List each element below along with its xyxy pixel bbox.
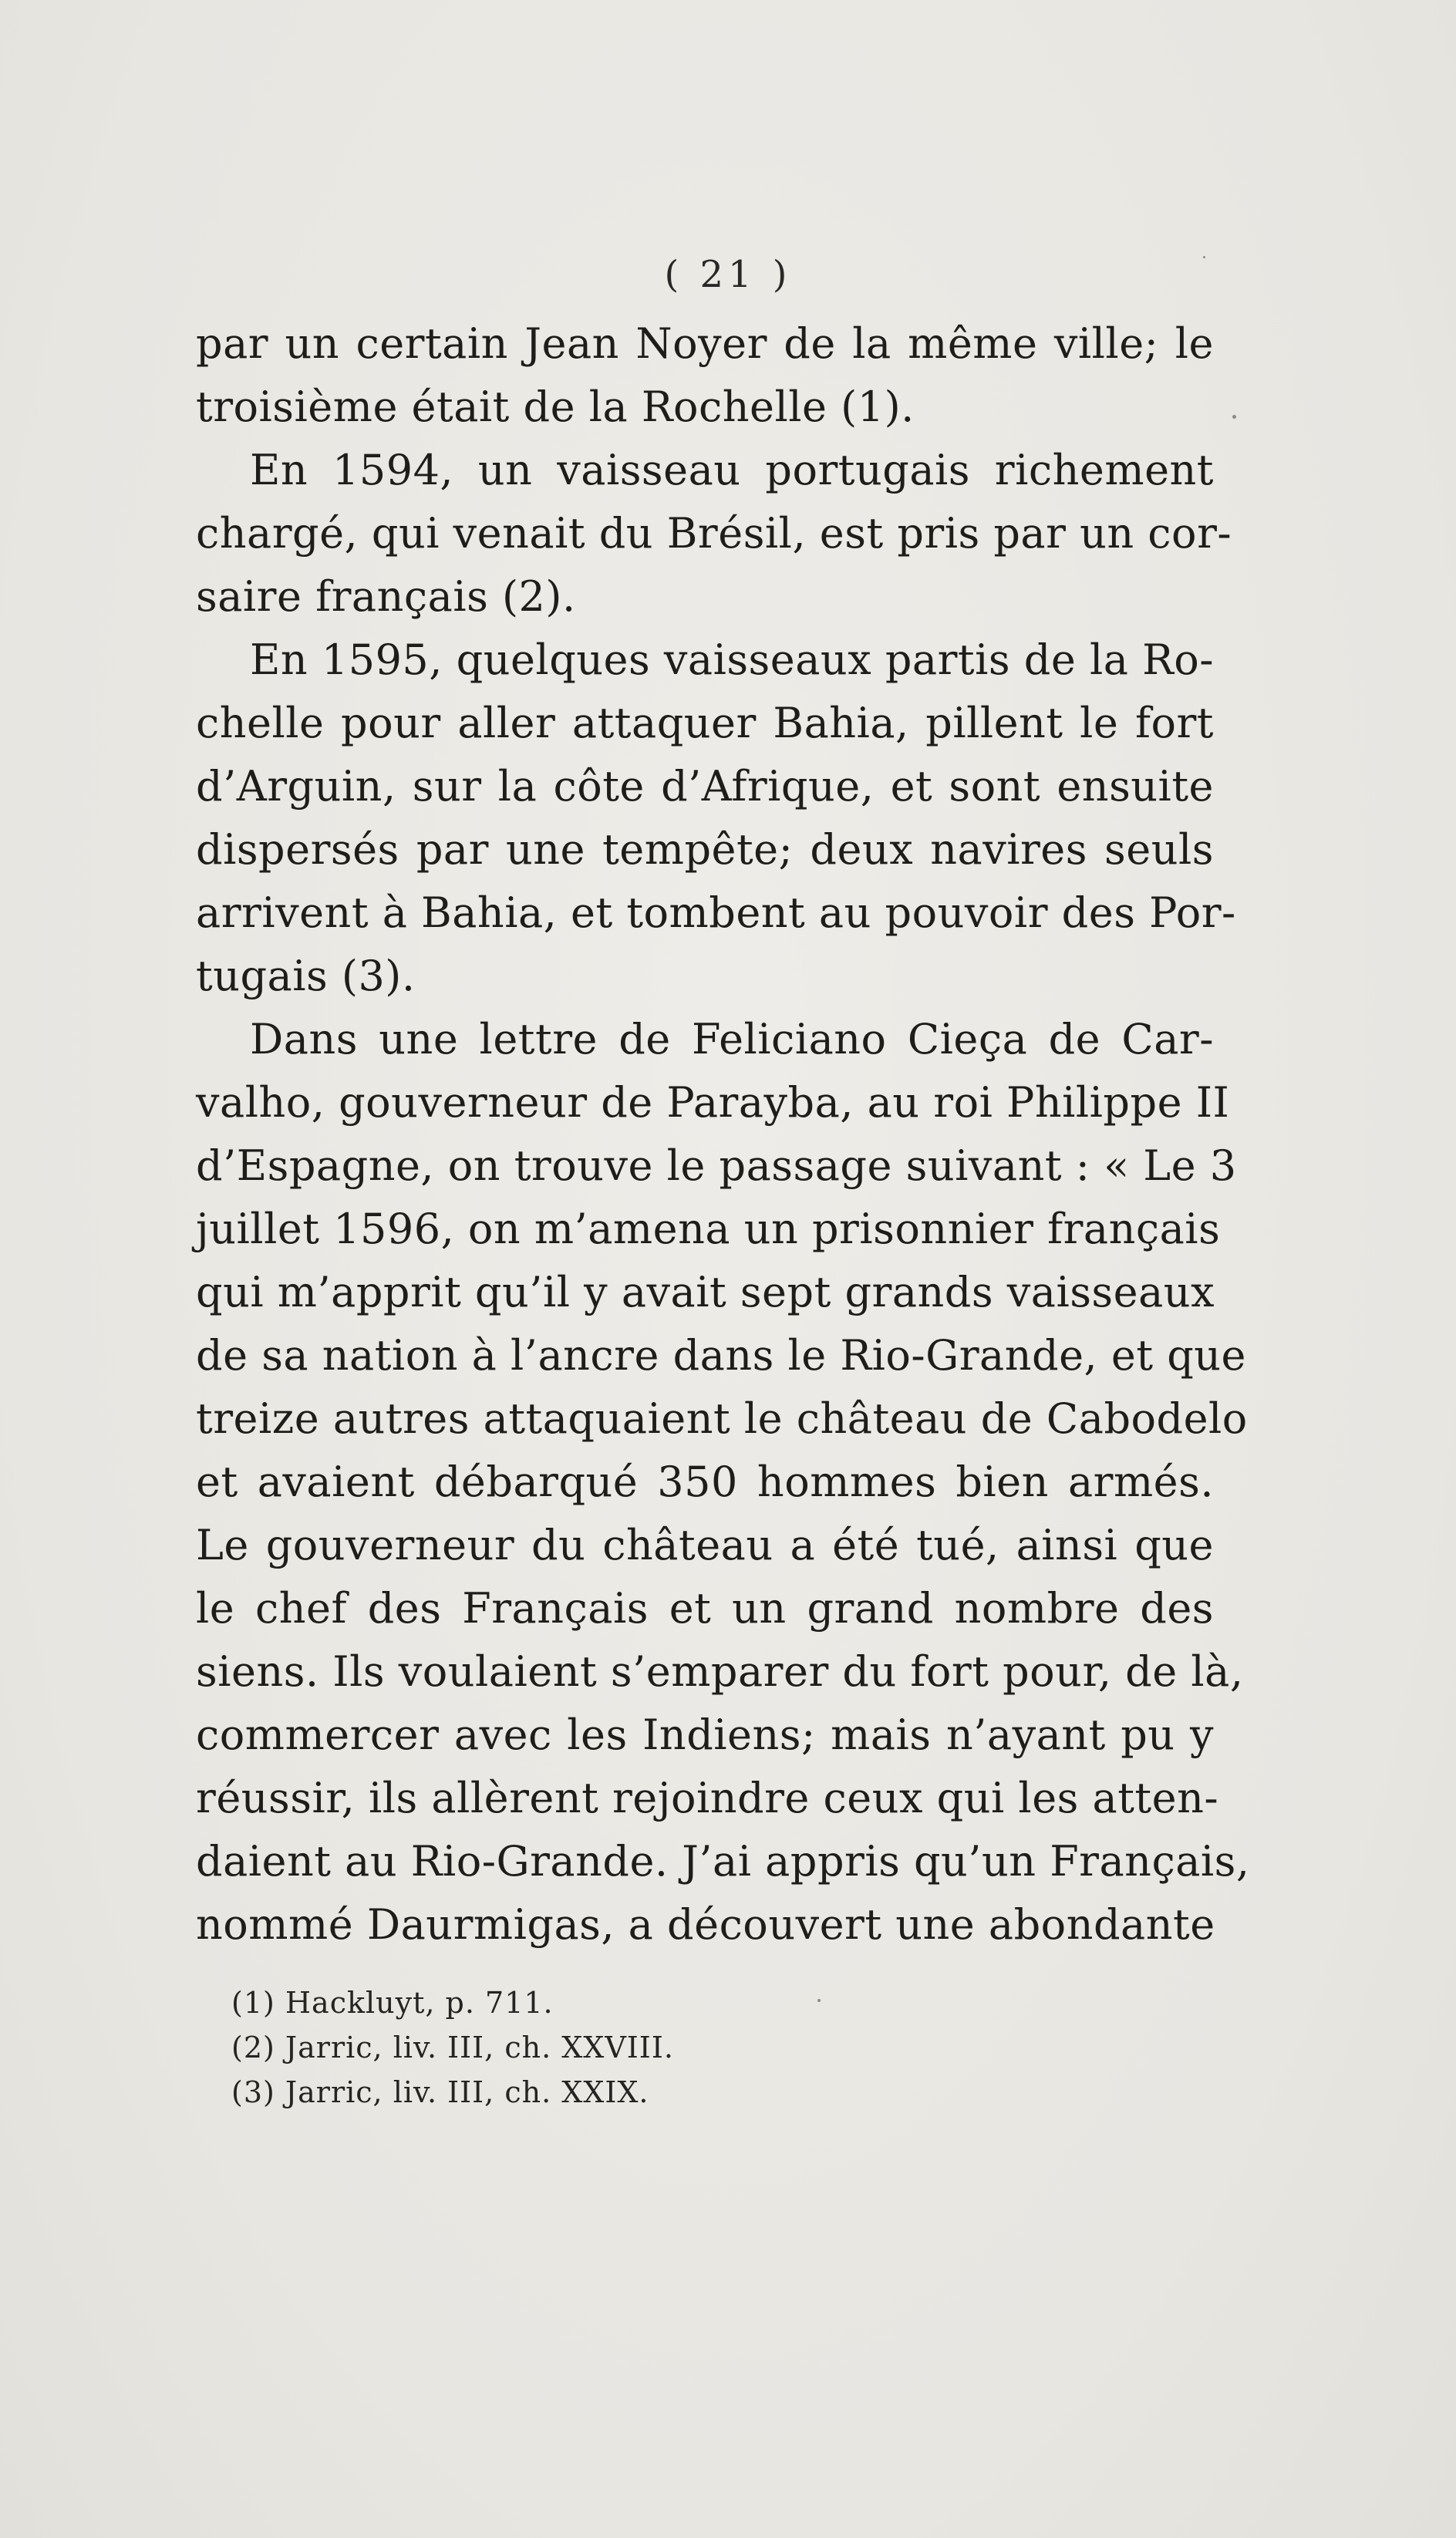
text-line: troisième était de la Rochelle (1). bbox=[196, 383, 915, 431]
text-line: tugais (3). bbox=[196, 952, 416, 1000]
footnotes bbox=[231, 1980, 925, 2115]
text-line: d’Arguin, sur la côte d’Afrique, et sont ensuite bbox=[196, 762, 1214, 811]
text-line: commercer avec les Indiens; mais n’ayant pu y bbox=[196, 1711, 1214, 1759]
paper-speck bbox=[1232, 415, 1236, 419]
text-line: Le gouverneur du château a été tué, ainsi que bbox=[196, 1521, 1214, 1569]
text-line: et avaient débarqué 350 hommes bien armés. bbox=[196, 1458, 1214, 1506]
paper-speck bbox=[817, 1999, 821, 2002]
text-line: le chef des Français et un grand nombre des bbox=[196, 1584, 1214, 1633]
text-line: par un certain Jean Noyer de la même ville; le bbox=[196, 319, 1214, 368]
body-text bbox=[196, 312, 1250, 1957]
text-line: treize autres attaquaient le château de Cabodelo bbox=[196, 1394, 1248, 1443]
text-line: siens. Ils voulaient s’emparer du fort pour, de là, bbox=[196, 1647, 1244, 1696]
text-line: qui m’apprit qu’il y avait sept grands vaisseaux bbox=[196, 1268, 1215, 1316]
text-line: En 1595, quelques vaisseaux partis de la Ro- bbox=[250, 635, 1214, 684]
text-line: chargé, qui venait du Brésil, est pris par un cor- bbox=[196, 509, 1232, 558]
paper-speck bbox=[1203, 256, 1205, 258]
footnote: (2) Jarric, liv. III, ch. XXVIII. bbox=[231, 2031, 674, 2064]
text-line: arrivent à Bahia, et tombent au pouvoir des Por- bbox=[196, 888, 1236, 937]
text-line: valho, gouverneur de Parayba, au roi Philippe II bbox=[196, 1078, 1230, 1127]
text-line: nommé Daurmigas, a découvert une abondante bbox=[196, 1900, 1215, 1949]
footnote: (3) Jarric, liv. III, ch. XXIX. bbox=[231, 2075, 649, 2109]
text-line: d’Espagne, on trouve le passage suivant : « Le 3 bbox=[196, 1141, 1237, 1190]
text-line: dispersés par une tempête; deux navires seuls bbox=[196, 825, 1214, 874]
text-line: saire français (2). bbox=[196, 572, 576, 621]
footnote: (1) Hackluyt, p. 711. bbox=[231, 1986, 554, 2020]
text-line: Dans une lettre de Feliciano Cieça de Car- bbox=[250, 1015, 1214, 1063]
text-line: de sa nation à l’ancre dans le Rio-Grande, et que bbox=[196, 1331, 1247, 1380]
text-line: réussir, ils allèrent rejoindre ceux qui les atten- bbox=[196, 1774, 1219, 1822]
page-number: ( 21 ) bbox=[664, 253, 792, 296]
text-line: En 1594, un vaisseau portugais richement bbox=[250, 446, 1214, 494]
text-line: daient au Rio-Grande. J’ai appris qu’un Français, bbox=[196, 1837, 1250, 1886]
text-line: juillet 1596, on m’amena un prisonnier français bbox=[196, 1205, 1221, 1253]
text-line: chelle pour aller attaquer Bahia, pillent le fort bbox=[196, 699, 1214, 747]
